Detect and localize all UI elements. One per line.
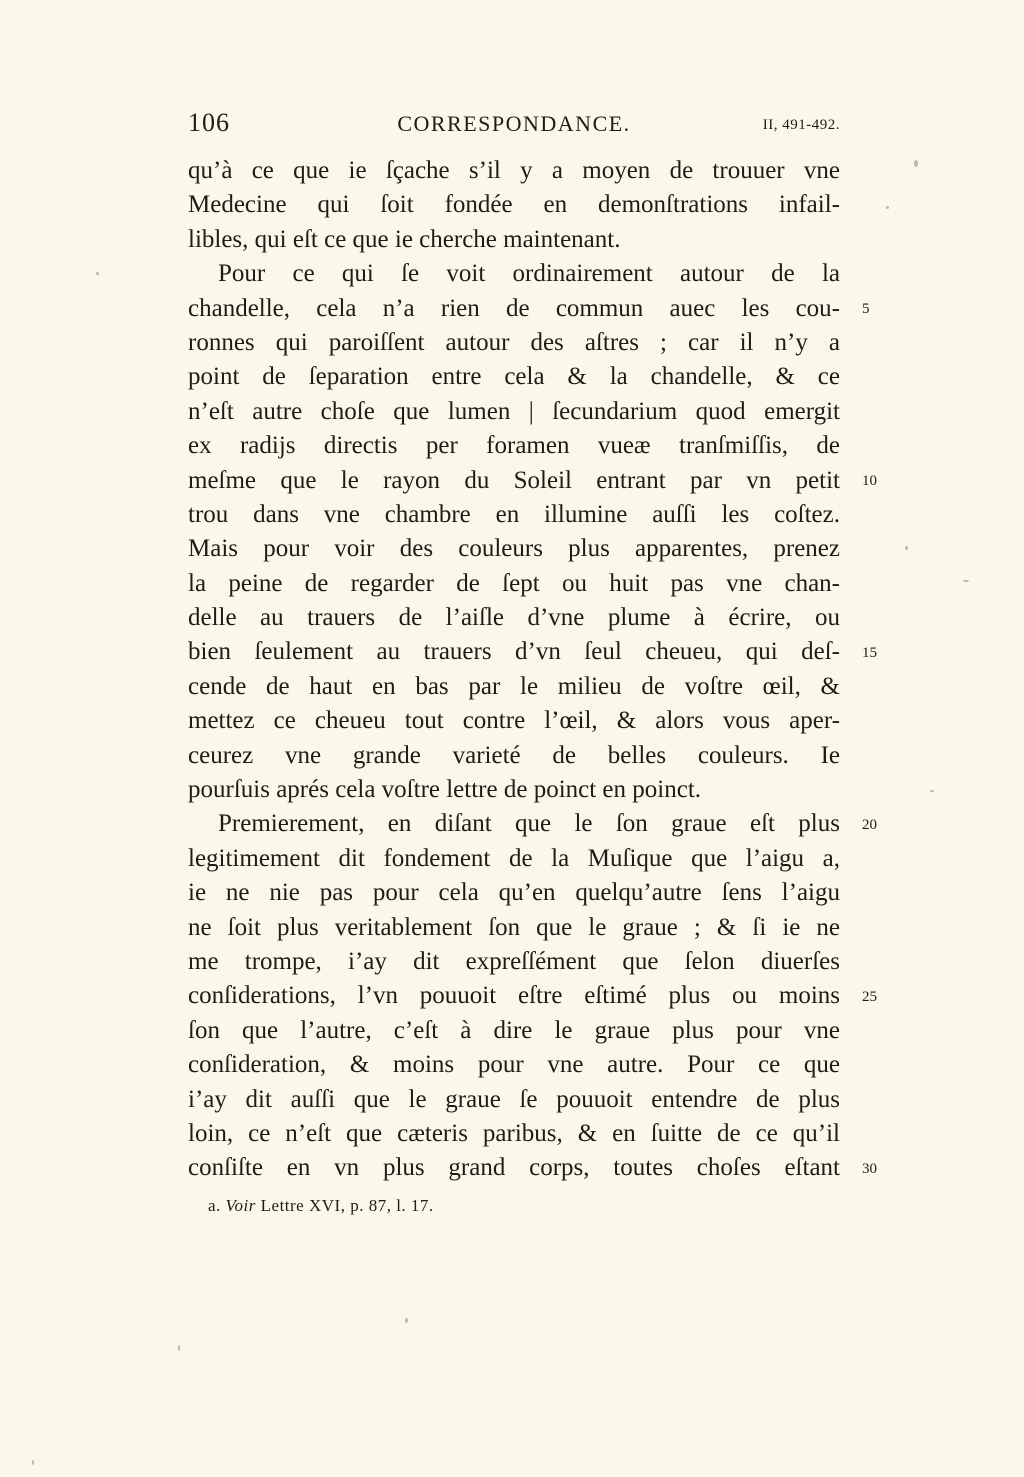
page-header bbox=[188, 108, 840, 140]
letter-reference: II, 491-492. bbox=[762, 117, 840, 133]
text-line: conſiderations, l’vn pouuoit eſtre eſtimé plus ou moins bbox=[188, 982, 840, 1010]
line-number: 15 bbox=[862, 644, 877, 661]
text-line: n’eſt autre choſe que lumen | ſecundarium quod emergit bbox=[188, 397, 840, 425]
paper-speck bbox=[405, 1318, 408, 1323]
text-line: Premierement, en diſant que le ſon graue eſt plus bbox=[218, 810, 840, 838]
footnote-text: Lettre XVI, p. 87, l. 17. bbox=[260, 1196, 434, 1215]
line-number: 20 bbox=[862, 816, 877, 833]
text-line: me trompe, i’ay dit expreſſément que ſelon diuerſes bbox=[188, 947, 840, 975]
line-number: 5 bbox=[862, 300, 870, 317]
text-line: legitimement dit fondement de la Muſique que l’aigu a, bbox=[188, 844, 840, 872]
text-line: conſiſte en vn plus grand corps, toutes choſes eſtant bbox=[188, 1154, 840, 1182]
running-title: CORRESPONDANCE. bbox=[397, 111, 631, 136]
paper-speck bbox=[963, 580, 969, 582]
text-line: libles, qui eſt ce que ie cherche maintenant. bbox=[188, 225, 621, 253]
text-line: Pour ce qui ſe voit ordinairement autour de la bbox=[218, 260, 840, 288]
text-line: conſideration, & moins pour vne autre. Pour ce que bbox=[188, 1051, 840, 1079]
paper-speck bbox=[905, 546, 908, 550]
body-text bbox=[188, 154, 840, 1186]
text-line: ex radijs directis per foramen vueæ tranſmiſſis, de bbox=[188, 432, 840, 460]
footnote-marker: a. bbox=[208, 1196, 221, 1215]
line-number: 10 bbox=[862, 472, 877, 489]
text-line: ceurez vne grande varieté de belles couleurs. Ie bbox=[188, 741, 840, 769]
text-line: Mais pour voir des couleurs plus apparentes, prenez bbox=[188, 535, 840, 563]
text-line: loin, ce n’eſt que cæteris paribus, & en ſuitte de ce qu’il bbox=[188, 1119, 840, 1147]
text-line: ie ne nie pas pour cela qu’en quelqu’autre ſens l’aigu bbox=[188, 879, 840, 907]
text-line: chandelle, cela n’a rien de commun auec les cou- bbox=[188, 294, 840, 322]
text-line: pourſuis aprés cela voſtre lettre de poinct en poinct. bbox=[188, 776, 702, 804]
text-line: ronnes qui paroiſſent autour des aſtres ; car il n’y a bbox=[188, 328, 840, 356]
paper-speck bbox=[886, 206, 889, 209]
text-line: mettez ce cheueu tout contre l’œil, & alors vous aper- bbox=[188, 707, 840, 735]
paper-speck bbox=[96, 272, 99, 275]
text-line: trou dans vne chambre en illumine auſſi les coſtez. bbox=[188, 500, 840, 528]
text-line: la peine de regarder de ſept ou huit pas vne chan- bbox=[188, 569, 840, 597]
line-number: 25 bbox=[862, 988, 877, 1005]
paper-speck bbox=[930, 790, 934, 792]
text-line: point de ſeparation entre cela & la chandelle, & ce bbox=[188, 363, 840, 391]
footnote bbox=[208, 1196, 434, 1216]
text-line: ſon que l’autre, c’eſt à dire le graue plus pour vne bbox=[188, 1016, 840, 1044]
text-line: i’ay dit auſſi que le graue ſe pouuoit entendre de plus bbox=[188, 1085, 840, 1113]
page-number: 106 bbox=[188, 108, 230, 137]
footnote-voir: Voir bbox=[225, 1196, 256, 1215]
paper-speck bbox=[178, 1345, 180, 1351]
text-line: bien ſeulement au trauers d’vn ſeul cheueu, qui deſ- bbox=[188, 638, 840, 666]
text-line: ne ſoit plus veritablement ſon que le graue ; & ſi ie ne bbox=[188, 913, 840, 941]
text-line: meſme que le rayon du Soleil entrant par vn petit bbox=[188, 466, 840, 494]
line-number: 30 bbox=[862, 1160, 877, 1177]
paper-speck bbox=[914, 160, 918, 167]
text-line: cende de haut en bas par le milieu de voſtre œil, & bbox=[188, 672, 840, 700]
text-line: Medecine qui ſoit fondée en demonſtrations infail- bbox=[188, 191, 840, 219]
paper-speck bbox=[32, 1460, 34, 1465]
text-line: qu’à ce que ie ſçache s’il y a moyen de trouuer vne bbox=[188, 157, 840, 184]
text-line: delle au trauers de l’aiſle d’vne plume à écrire, ou bbox=[188, 604, 840, 632]
